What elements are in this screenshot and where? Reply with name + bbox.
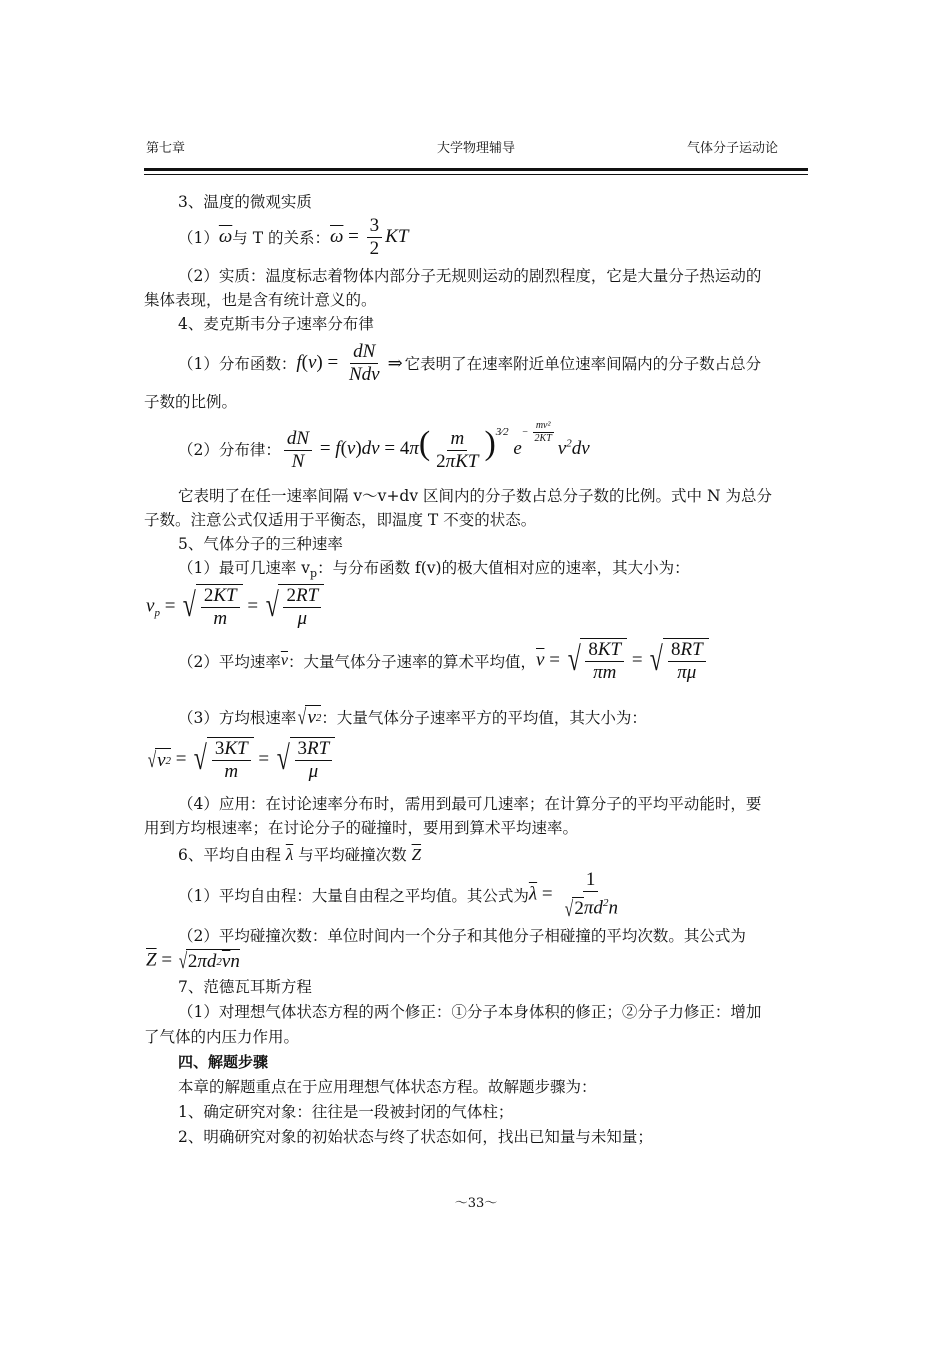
rms-speed-symbol: √ v 2: [298, 704, 322, 729]
section3-item2-line2: 集体表现，也是含有统计意义的。: [144, 291, 377, 309]
header-rule-thick: [144, 168, 808, 171]
most-probable-speed-formula: $v_p$ = √ $\frac{2KT}{m}$ = √ $\frac{2RT}{\mu}$: [146, 582, 324, 632]
section7-item1-line2: 了气体的内压力作用。: [144, 1028, 300, 1046]
collision-frequency-formula: $\overline{Z}$ = √ 2 πd 2 $\overline{v}$ n: [146, 948, 240, 973]
maxwell-distribution-formula: $\frac{dN}{N}$ = f(v)dv = 4π( $\frac{m}{\text{2πKT}}$ )$^{3⁄2}$ $e^{- \frac{\text{mv²}}{2KT}}$ $v^2dv$: [281, 425, 590, 472]
section6-item1: [178, 868, 624, 922]
step-1: 1、确定研究对象：往往是一段被封闭的气体柱；: [178, 1103, 514, 1121]
item-label: （1）分布函数：: [178, 355, 297, 373]
mean-free-path-formula: $\overline{\lambda}$ = 1 √ 2 $\pi d^2n$: [528, 869, 618, 921]
section5-title: 5、气体分子的三种速率: [178, 535, 343, 553]
steps-intro: 本章的解题重点在于应用理想气体状态方程。故解题步骤为：: [178, 1078, 597, 1096]
section6-title: [178, 845, 421, 865]
lambda-bar-symbol: $\overline{\lambda}$: [285, 845, 294, 864]
section5-item4-line2: 用到方均根速率；在讨论分子的碰撞时，要用到算术平均速率。: [144, 819, 579, 837]
item-text: ：大量气体分子速率的算术平均值，: [287, 653, 536, 671]
subscript-p: p: [310, 567, 318, 581]
header-book-title: 大学物理辅导: [436, 141, 515, 156]
section7-item1-line1: （1）对理想气体状态方程的两个修正：①分子本身体积的修正；②分子力修正：增加: [178, 1003, 762, 1021]
section4-item1: [178, 338, 761, 388]
step-2: 2、明确研究对象的初始状态与终了状态如何，找出已知量与未知量；: [178, 1128, 653, 1146]
item-text: ：与分布函数 f(v)的极大值相对应的速率，其大小为：: [317, 559, 690, 577]
section4-item1-line2: 子数的比例。: [144, 393, 238, 411]
implies-icon: ⇒: [387, 352, 403, 374]
item-text: ：大量气体分子速率平方的平均值，其大小为：: [321, 709, 647, 727]
item-label: （2）分布律：: [178, 441, 281, 459]
distribution-function-formula: f(v) = $\frac{dN}{\text{Ndv}}$: [296, 340, 380, 385]
section3-item1: [178, 216, 408, 258]
section4-note-line2: 子数。注意公式仅适用于平衡态，即温度 T 不变的状态。: [144, 511, 537, 529]
section5-item4-line1: （4）应用：在讨论速率分布时，需用到最可几速率；在计算分子的平均平动能时，要: [178, 795, 762, 813]
omega-formula: $\overline{\omega}$ = $\frac{3}{2}$ KT: [330, 214, 409, 259]
title-text: 6、平均自由程: [178, 846, 281, 864]
rms-speed-formula: √ v 2 = √ $\frac{3KT}{m}$ = √ $\frac{3RT}{\mu}$: [146, 734, 335, 786]
steps-heading: 四、解题步骤: [178, 1053, 269, 1071]
mean-speed-formula: $\overline{v}$ = √ $\frac{8KT}{\pi m}$ = √ $\frac{8RT}{\pi\mu}$: [536, 638, 709, 684]
section4-title: 4、麦克斯韦分子速率分布律: [178, 315, 374, 333]
section3-title: 3、温度的微观实质: [178, 193, 312, 211]
section5-item3: [178, 700, 647, 734]
section4-item2: [178, 418, 590, 480]
header-rule-thin: [144, 174, 808, 175]
title-text: 与平均碰撞次数: [298, 846, 407, 864]
section6-item2-line1: （2）平均碰撞次数：单位时间内一个分子和其他分子相碰撞的平均次数。其公式为: [178, 927, 746, 945]
v-bar-symbol: $\overline{v}$: [280, 652, 288, 669]
section5-item1: [178, 558, 690, 584]
section7-title: 7、范德瓦耳斯方程: [178, 978, 312, 996]
item-label: （2）平均速率: [178, 653, 281, 671]
item-label: （3）方均根速率: [178, 709, 297, 727]
item-text: （1）最可几速率 v: [178, 559, 311, 577]
header-chapter: 第七章: [146, 141, 186, 156]
z-bar-symbol: $\overline{Z}$: [411, 845, 422, 864]
section5-item2: [178, 634, 709, 688]
page-number: ～33～: [454, 1196, 498, 1211]
section4-note-line1: 它表明了在任一速率间隔 v～v+dv 区间内的分子数占总分子数的比例。式中 N 为总分: [178, 487, 772, 505]
header-section-title: 气体分子运动论: [686, 141, 778, 156]
item-text: 它表明了在速率附近单位速率间隔内的分子数占总分: [404, 355, 762, 373]
item-label: （1）: [178, 229, 219, 247]
item-text: 与 T 的关系：: [232, 229, 330, 247]
omega-bar-symbol: $\overline{\omega}$: [218, 226, 233, 247]
section3-item2-line1: （2）实质：温度标志着物体内部分子无规则运动的剧烈程度，它是大量分子热运动的: [178, 267, 762, 285]
item-text: （1）平均自由程：大量自由程之平均值。其公式为: [178, 887, 529, 905]
